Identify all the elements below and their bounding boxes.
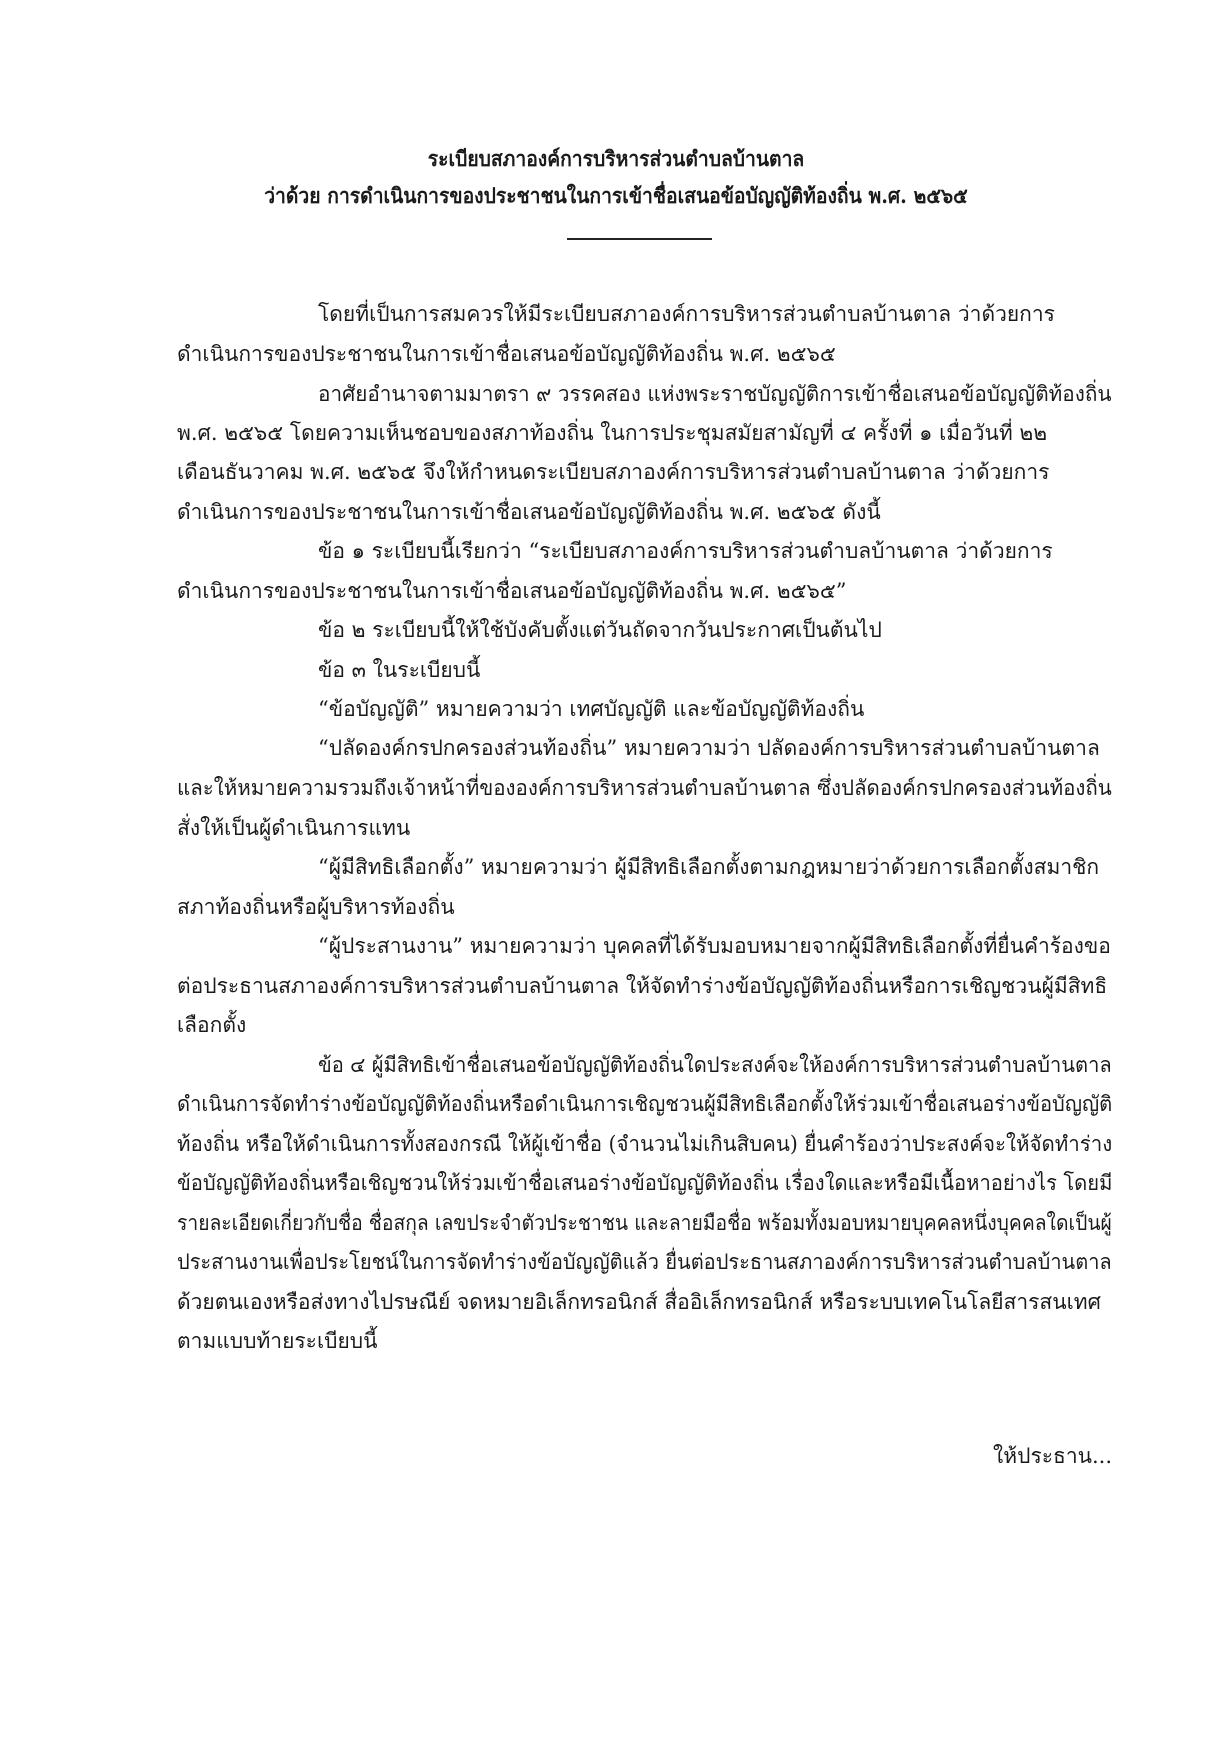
text-line: สภาท้องถิ่นหรือผู้บริหารท้องถิ่น: [177, 895, 455, 919]
text-line: อาศัยอำนาจตามมาตรา ๙ วรรคสอง แห่งพระราชบัญญัติการเข้าชื่อเสนอข้อบัญญัติท้องถิ่น: [318, 382, 1112, 406]
text-line: ดำเนินการจัดทำร่างข้อบัญญัติท้องถิ่นหรือดำเนินการเชิญชวนผู้มีสิทธิเลือกตั้งให้ร่วมเข้าชื่อเสนอร่างข้อบัญญัติ: [177, 1092, 1113, 1116]
text-line: ดำเนินการของประชาชนในการเข้าชื่อเสนอข้อบัญญัติท้องถิ่น พ.ศ. ๒๕๖๕ ดังนี้: [177, 500, 881, 524]
text-line: เดือนธันวาคม พ.ศ. ๒๕๖๕ จึงให้กำหนดระเบียบสภาองค์การบริหารส่วนตำบลบ้านตาล ว่าด้วยการ: [177, 460, 1050, 484]
text-line: สั่งให้เป็นผู้ดำเนินการแทน: [177, 816, 411, 840]
text-line: ท้องถิ่น หรือให้ดำเนินการทั้งสองกรณี ให้ผู้เข้าชื่อ (จำนวนไม่เกินสิบคน) ยื่นคำร้องว่าประสงค์จะให้จัดทำร่าง: [177, 1132, 1113, 1156]
text-line: ข้อ ๔ ผู้มีสิทธิเข้าชื่อเสนอข้อบัญญัติท้องถิ่นใดประสงค์จะให้องค์การบริหารส่วนตำบลบ้านตาล: [318, 1053, 1112, 1077]
text-line: ประสานงานเพื่อประโยชน์ในการจัดทำร่างข้อบัญญัติแล้ว ยื่นต่อประธานสภาองค์การบริหารส่วนตำบลบ้านตาล: [177, 1250, 1112, 1274]
title-divider: [567, 238, 712, 240]
text-line: ด้วยตนเองหรือส่งทางไปรษณีย์ จดหมายอิเล็กทรอนิกส์ สื่ออิเล็กทรอนิกส์ หรือระบบเทคโนโลยีสารสนเทศ: [177, 1290, 1101, 1314]
text-line: “ผู้มีสิทธิเลือกตั้ง” หมายความว่า ผู้มีสิทธิเลือกตั้งตามกฎหมายว่าด้วยการเลือกตั้งสมาชิก: [318, 855, 1100, 879]
text-line: ข้อ ๒ ระเบียบนี้ให้ใช้บังคับตั้งแต่วันถัดจากวันประกาศเป็นต้นไป: [318, 618, 882, 642]
text-line: ข้อ ๓ ในระเบียบนี้: [318, 658, 481, 682]
text-line: “ข้อบัญญัติ” หมายความว่า เทศบัญญัติ และข้อบัญญัติท้องถิ่น: [318, 697, 865, 721]
text-line: ตามแบบท้ายระเบียบนี้: [177, 1329, 378, 1353]
document-subtitle: ว่าด้วย การดำเนินการของประชาชนในการเข้าชื่อเสนอข้อบัญญัติท้องถิ่น พ.ศ. ๒๕๖๕: [264, 183, 968, 208]
text-line: เลือกตั้ง: [177, 1013, 247, 1037]
text-line: ดำเนินการของประชาชนในการเข้าชื่อเสนอข้อบัญญัติท้องถิ่น พ.ศ. ๒๕๖๕”: [177, 579, 847, 603]
page-continuation: ให้ประธาน...: [993, 1444, 1112, 1468]
text-line: โดยที่เป็นการสมควรให้มีระเบียบสภาองค์การบริหารส่วนตำบลบ้านตาล ว่าด้วยการ: [318, 302, 1055, 326]
text-line: “ปลัดองค์กรปกครองส่วนท้องถิ่น” หมายความว่า ปลัดองค์การบริหารส่วนตำบลบ้านตาล: [318, 736, 1100, 760]
text-line: ดำเนินการของประชาชนในการเข้าชื่อเสนอข้อบัญญัติท้องถิ่น พ.ศ. ๒๕๖๕: [177, 342, 836, 366]
text-line: และให้หมายความรวมถึงเจ้าหน้าที่ขององค์การบริหารส่วนตำบลบ้านตาล ซึ่งปลัดองค์กรปกครองส่วนท้องถิ่น: [177, 776, 1112, 800]
text-line: พ.ศ. ๒๕๖๕ โดยความเห็นชอบของสภาท้องถิ่น ในการประชุมสมัยสามัญที่ ๔ ครั้งที่ ๑ เมื่อวันที่ ๒๒: [177, 421, 1048, 445]
document-title: ระเบียบสภาองค์การบริหารส่วนตำบลบ้านตาล: [427, 146, 805, 171]
text-line: ข้อ ๑ ระเบียบนี้เรียกว่า “ระเบียบสภาองค์การบริหารส่วนตำบลบ้านตาล ว่าด้วยการ: [318, 539, 1053, 563]
text-line: “ผู้ประสานงาน” หมายความว่า บุคคลที่ได้รับมอบหมายจากผู้มีสิทธิเลือกตั้งที่ยื่นคำร้องขอ: [318, 934, 1111, 958]
text-line: ข้อบัญญัติท้องถิ่นหรือเชิญชวนให้ร่วมเข้าชื่อเสนอร่างข้อบัญญัติท้องถิ่น เรื่องใดและหรือมีเนื้อหาอย่างไร โดยมี: [177, 1171, 1113, 1195]
text-line: รายละเอียดเกี่ยวกับชื่อ ชื่อสกุล เลขประจำตัวประชาชน และลายมือชื่อ พร้อมทั้งมอบหมายบุคคลหนึ่งบุคคลใดเป็นผู้: [177, 1211, 1112, 1235]
text-line: ต่อประธานสภาองค์การบริหารส่วนตำบลบ้านตาล ให้จัดทำร่างข้อบัญญัติท้องถิ่นหรือการเชิญชวนผู้มีสิทธิ: [177, 974, 1108, 998]
